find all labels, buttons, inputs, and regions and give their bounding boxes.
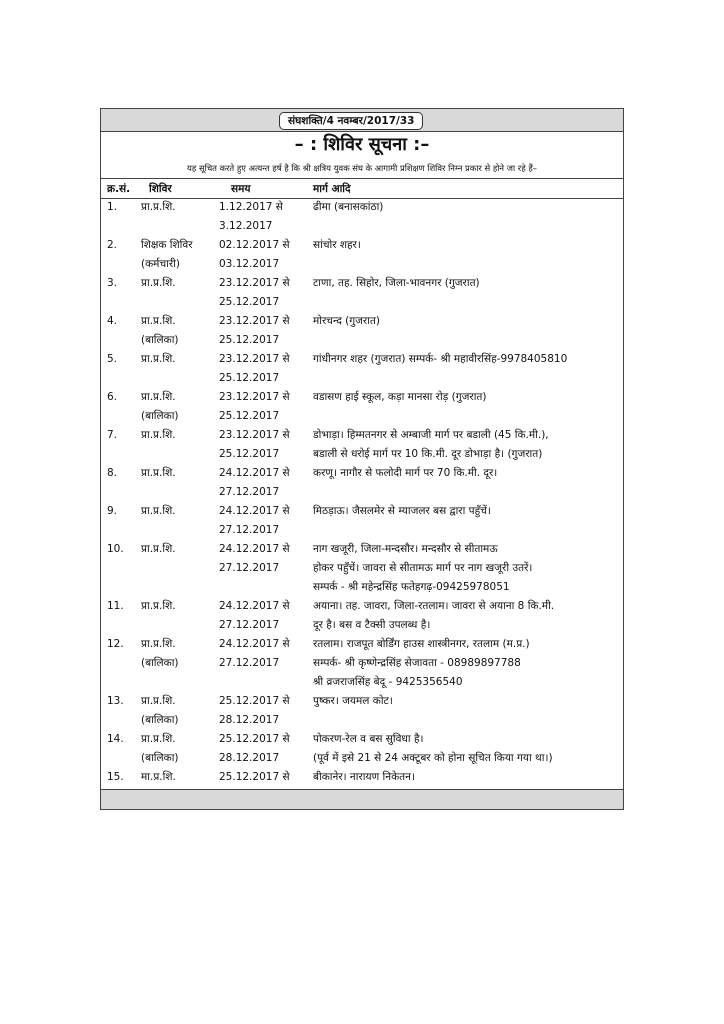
camp-type-cell: [141, 635, 179, 673]
route-cell-line: सम्पर्क- श्री कृष्णेन्द्रसिंह सेजावता - 08989897788: [313, 657, 521, 669]
date-cell: [219, 350, 290, 388]
route-cell-line: गांधीनगर शहर (गुजरात) सम्पर्क- श्री महावीरसिंह-9978405810: [313, 353, 568, 365]
camp-type-cell: [141, 236, 193, 274]
table-row: [101, 236, 623, 274]
camp-type-cell: [141, 692, 179, 730]
serial-cell: [107, 730, 124, 749]
date-cell-line: 25.12.2017: [219, 448, 280, 460]
date-cell-line: 23.12.2017 से: [219, 315, 290, 327]
route-cell-line: टाणा, तह. सिहोर, जिला-भावनगर (गुजरात): [313, 277, 480, 289]
serial-cell-line: 8.: [107, 467, 118, 479]
camp-type-cell-line: प्रा.प्र.शि.: [141, 353, 176, 365]
date-cell: [219, 635, 290, 673]
date-cell-line: 25.12.2017 से: [219, 771, 290, 783]
date-cell-line: 1.12.2017 से: [219, 201, 283, 213]
route-cell: [313, 768, 415, 787]
date-cell-line: 27.12.2017: [219, 657, 280, 669]
route-cell: [313, 502, 491, 521]
route-cell-line: रतलाम। राजपूत बोर्डिंग हाउस शास्त्रीनगर, रतलाम (म.प्र.): [313, 638, 530, 650]
date-cell-line: 24.12.2017 से: [219, 600, 290, 612]
date-cell: [219, 388, 290, 426]
table-row: [101, 464, 623, 502]
route-cell-line: सम्पर्क - श्री महेन्द्रसिंह फतेहगढ़-09425978051: [313, 581, 510, 593]
serial-cell: [107, 768, 124, 787]
camp-type-cell-line: प्रा.प्र.शि.: [141, 638, 176, 650]
table-row: [101, 692, 623, 730]
date-cell-line: 27.12.2017: [219, 486, 280, 498]
serial-cell-line: 1.: [107, 201, 118, 213]
route-cell: [313, 198, 383, 217]
serial-cell-line: 14.: [107, 733, 124, 745]
serial-cell-line: 2.: [107, 239, 118, 251]
camp-type-cell-line: (बालिका): [141, 657, 179, 669]
table-row: [101, 540, 623, 597]
date-cell: [219, 502, 290, 540]
camp-type-cell-line: प्रा.प्र.शि.: [141, 429, 176, 441]
serial-cell: [107, 540, 124, 559]
date-cell-line: 24.12.2017 से: [219, 505, 290, 517]
route-cell-line: बडाली से धरोई मार्ग पर 10 कि.मी. दूर डोभाड़ा है। (गुजरात): [313, 448, 543, 460]
camp-type-cell: [141, 730, 179, 768]
serial-cell: [107, 198, 117, 217]
serial-cell-line: 10.: [107, 543, 124, 555]
route-cell: [313, 312, 380, 331]
date-cell-line: 28.12.2017: [219, 752, 280, 764]
route-cell-line: सांचोर शहर।: [313, 239, 361, 251]
table-row: [101, 502, 623, 540]
camp-type-cell-line: प्रा.प्र.शि.: [141, 201, 176, 213]
camp-type-cell: [141, 502, 176, 521]
camp-type-cell: [141, 274, 176, 293]
date-cell-line: 27.12.2017: [219, 524, 280, 536]
camp-table-body: [101, 198, 623, 806]
table-row: [101, 597, 623, 635]
serial-cell-line: 13.: [107, 695, 124, 707]
serial-cell-line: 9.: [107, 505, 118, 517]
serial-cell-line: 5.: [107, 353, 118, 365]
date-cell: [219, 312, 290, 350]
date-cell-line: 27.12.2017: [219, 562, 280, 574]
camp-type-cell: [141, 198, 176, 217]
route-cell-line: ढीमा (बनासकांठा): [313, 201, 384, 213]
camp-type-cell-line: प्रा.प्र.शि.: [141, 315, 176, 327]
header-serial: क्र.सं.: [107, 183, 131, 195]
camp-type-cell: [141, 350, 176, 369]
route-cell: [313, 635, 530, 692]
date-cell: [219, 597, 290, 635]
table-row: [101, 635, 623, 692]
date-cell: [219, 692, 290, 730]
serial-cell: [107, 274, 117, 293]
serial-cell-line: 11.: [107, 600, 124, 612]
bottom-band: [101, 789, 623, 809]
route-cell-line: पोकरण-रेल व बस सुविधा है।: [313, 733, 424, 745]
date-cell-line: 25.12.2017 से: [219, 695, 290, 707]
date-cell-line: 25.12.2017: [219, 296, 280, 308]
header-route: मार्ग आदि: [313, 183, 351, 195]
camp-type-cell: [141, 597, 176, 616]
notice-title: – : शिविर सूचना :–: [294, 134, 430, 155]
table-row: [101, 388, 623, 426]
date-cell-line: 27.12.2017: [219, 619, 280, 631]
serial-cell: [107, 312, 117, 331]
route-cell-line: पुष्कर। जयमल कोट।: [313, 695, 393, 707]
route-cell-line: वडासण हाई स्कूल, कड़ा मानसा रोड़ (गुजरात): [313, 391, 487, 403]
route-cell-line: डोभाड़ा। हिम्मतनगर से अम्बाजी मार्ग पर बडाली (45 कि.मी.),: [313, 429, 549, 441]
date-cell-line: 23.12.2017 से: [219, 277, 290, 289]
camp-type-cell-line: (बालिका): [141, 334, 179, 346]
route-cell-line: बीकानेर। नारायण निकेतन।: [313, 771, 415, 783]
date-cell-line: 25.12.2017 से: [219, 733, 290, 745]
serial-cell: [107, 236, 117, 255]
date-cell-line: 25.12.2017: [219, 334, 280, 346]
header-camp: शिविर: [149, 183, 172, 195]
route-cell: [313, 236, 361, 255]
route-cell-line: नाग खजूरी, जिला-मन्दसौर। मन्दसौर से सीतामऊ: [313, 543, 498, 555]
camp-type-cell-line: (बालिका): [141, 752, 179, 764]
date-cell-line: 23.12.2017 से: [219, 391, 290, 403]
serial-cell-line: 12.: [107, 638, 124, 650]
serial-cell: [107, 635, 124, 654]
camp-type-cell-line: प्रा.प्र.शि.: [141, 600, 176, 612]
serial-cell: [107, 350, 117, 369]
serial-cell: [107, 692, 124, 711]
date-cell: [219, 426, 290, 464]
intro-text: यह सूचित करते हुए अत्यन्त हर्ष है कि श्री क्षत्रिय युवक संघ के आगामी प्रशिक्षण शिविर निम्न प्रकार से होने जा रहे हैं–: [187, 163, 537, 173]
date-cell-line: 24.12.2017 से: [219, 467, 290, 479]
table-row: [101, 350, 623, 388]
serial-cell: [107, 597, 124, 616]
date-cell: [219, 198, 283, 236]
reference-number: संघशक्ति/4 नवम्बर/2017/33: [279, 112, 423, 130]
serial-cell: [107, 426, 117, 445]
route-cell: [313, 540, 532, 597]
route-cell-line: मोरचन्द (गुजरात): [313, 315, 381, 327]
route-cell-line: दूर है। बस व टैक्सी उपलब्ध है।: [313, 619, 431, 631]
route-cell: [313, 464, 497, 483]
camp-type-cell-line: मा.प्र.शि.: [141, 771, 176, 783]
date-cell: [219, 540, 290, 578]
camp-type-cell-line: प्रा.प्र.शि.: [141, 733, 176, 745]
route-cell: [313, 692, 393, 711]
camp-type-cell: [141, 464, 176, 483]
route-cell-line: अयाना। तह. जावरा, जिला-रतलाम। जावरा से अयाना 8 कि.मी.: [313, 600, 555, 612]
date-cell-line: 23.12.2017 से: [219, 353, 290, 365]
camp-type-cell-line: प्रा.प्र.शि.: [141, 277, 176, 289]
date-cell: [219, 274, 290, 312]
route-cell: [313, 350, 567, 369]
camp-type-cell-line: प्रा.प्र.शि.: [141, 695, 176, 707]
serial-cell-line: 4.: [107, 315, 118, 327]
table-row: [101, 312, 623, 350]
camp-type-cell: [141, 312, 179, 350]
date-cell-line: 25.12.2017: [219, 372, 280, 384]
serial-cell-line: 7.: [107, 429, 118, 441]
date-cell-line: 3.12.2017: [219, 220, 273, 232]
route-cell-line: श्री व्रजराजसिंह बेदू - 9425356540: [313, 676, 463, 688]
date-cell-line: 25.12.2017: [219, 410, 280, 422]
route-cell: [313, 274, 480, 293]
camp-type-cell-line: प्रा.प्र.शि.: [141, 467, 176, 479]
table-row: [101, 198, 623, 236]
route-cell-line: (पूर्व में इसे 21 से 24 अक्टूबर को होना सूचित किया गया था।): [313, 752, 553, 764]
camp-type-cell-line: (कर्मचारी): [141, 258, 180, 270]
table-row: [101, 730, 623, 768]
serial-cell: [107, 464, 117, 483]
route-cell: [313, 388, 487, 407]
date-cell-line: 23.12.2017 से: [219, 429, 290, 441]
table-row: [101, 426, 623, 464]
header-time: समय: [231, 183, 251, 195]
route-cell: [313, 730, 553, 768]
date-cell-line: 02.12.2017 से: [219, 239, 290, 251]
camp-type-cell: [141, 426, 176, 445]
camp-type-cell: [141, 540, 176, 559]
serial-cell: [107, 388, 117, 407]
camp-type-cell-line: प्रा.प्र.शि.: [141, 505, 176, 517]
table-row: [101, 274, 623, 312]
date-cell-line: 28.12.2017: [219, 714, 280, 726]
route-cell-line: होकर पहुँचें। जावरा से सीतामऊ मार्ग पर नाग खजूरी उतरें।: [313, 562, 533, 574]
camp-type-cell-line: शिक्षक शिविर: [141, 239, 193, 251]
date-cell: [219, 236, 290, 274]
date-cell-line: 24.12.2017 से: [219, 543, 290, 555]
route-cell: [313, 597, 554, 635]
table-header: [101, 178, 623, 199]
serial-cell-line: 6.: [107, 391, 118, 403]
camp-type-cell: [141, 388, 179, 426]
route-cell: [313, 426, 549, 464]
route-cell-line: करणू। नागौर से फलोदी मार्ग पर 70 कि.मी. दूर।: [313, 467, 498, 479]
serial-cell-line: 3.: [107, 277, 118, 289]
camp-type-cell-line: (बालिका): [141, 410, 179, 422]
date-cell-line: 03.12.2017: [219, 258, 280, 270]
serial-cell: [107, 502, 117, 521]
camp-type-cell-line: (बालिका): [141, 714, 179, 726]
date-cell-line: 24.12.2017 से: [219, 638, 290, 650]
serial-cell-line: 15.: [107, 771, 124, 783]
route-cell-line: मिठड़ाऊ। जैसलमेर से म्याजलर बस द्वारा पहुँचें।: [313, 505, 491, 517]
camp-type-cell-line: प्रा.प्र.शि.: [141, 391, 176, 403]
notice-frame: [100, 108, 624, 810]
camp-type-cell-line: प्रा.प्र.शि.: [141, 543, 176, 555]
date-cell: [219, 464, 290, 502]
date-cell: [219, 730, 290, 768]
